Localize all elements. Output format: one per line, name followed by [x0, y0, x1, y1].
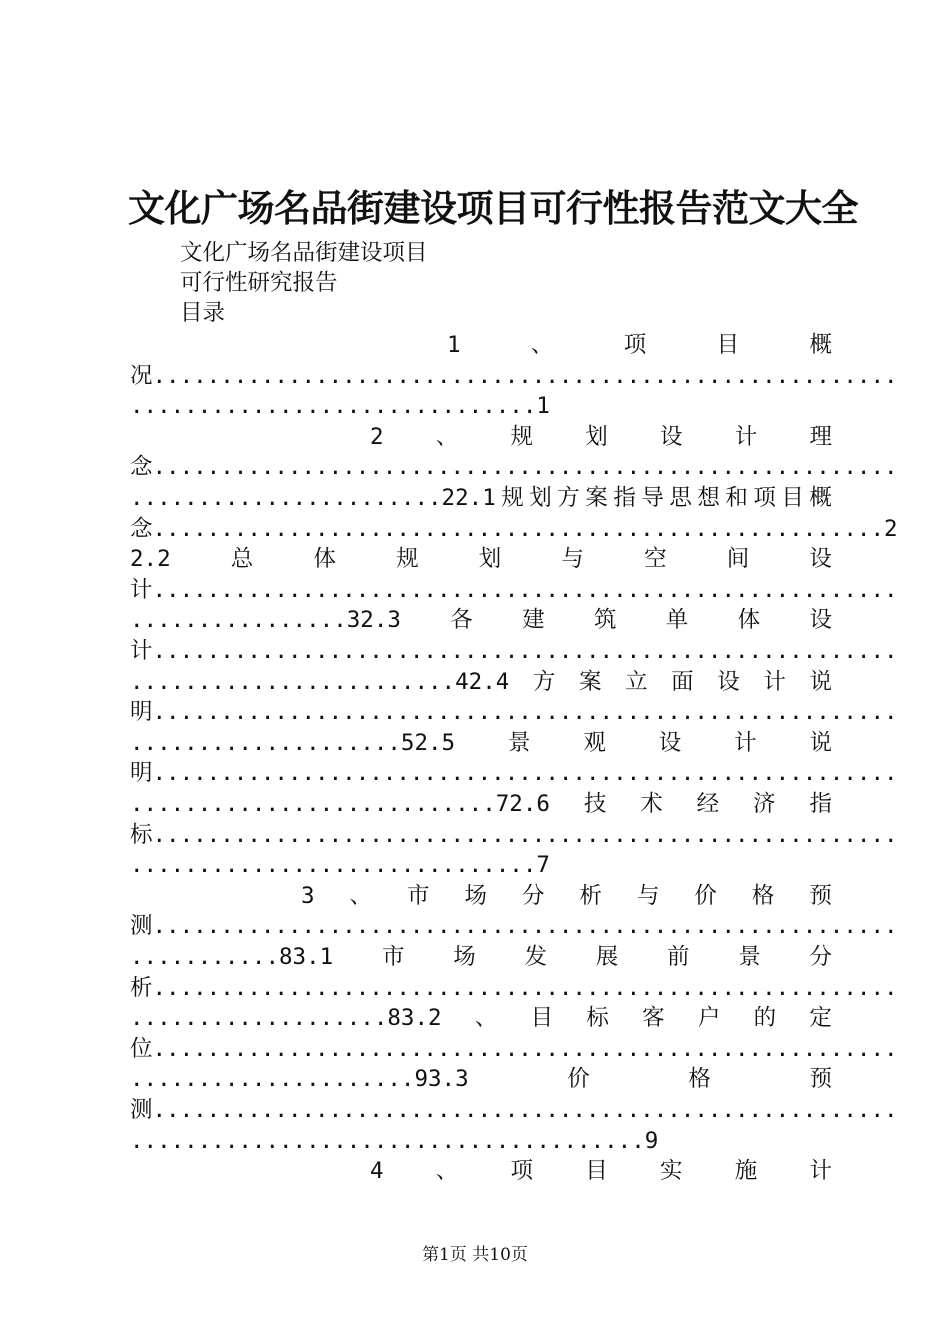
toc-token: 计 — [734, 729, 757, 756]
toc-token: 价 — [694, 882, 717, 909]
toc-line — [130, 789, 832, 819]
toc-token: 建 — [522, 607, 545, 634]
toc-token: ........................42.4 — [130, 668, 510, 695]
toc-token: 案 — [585, 485, 608, 511]
toc-line — [130, 973, 898, 1003]
toc-line — [447, 330, 832, 360]
toc-line — [130, 1126, 832, 1156]
toc-token: 客 — [642, 1005, 665, 1032]
toc-token: 设 — [809, 546, 832, 573]
toc-token: 市 — [381, 944, 405, 970]
toc-token: ................32.3 — [130, 607, 401, 634]
toc-token: 项 — [753, 485, 776, 511]
toc-token: 设 — [809, 607, 832, 634]
toc-token: 价 — [567, 1066, 590, 1093]
toc-line — [130, 1003, 832, 1033]
toc-token: 户 — [697, 1005, 721, 1032]
toc-token: 划 — [478, 546, 502, 573]
toc-token: 展 — [595, 944, 619, 970]
toc-line — [130, 758, 898, 788]
toc-token: 各 — [450, 607, 473, 634]
toc-token: 间 — [726, 546, 750, 573]
toc-token: 理 — [809, 423, 832, 450]
toc-line — [130, 728, 832, 758]
toc-token: 概 — [809, 485, 832, 511]
toc-token: 位....................................................... — [130, 1035, 898, 1062]
toc-token: ..............................7 — [130, 852, 550, 879]
toc-token: 前 — [666, 944, 690, 970]
toc-token: 的 — [753, 1005, 777, 1032]
toc-token: ....................52.5 — [130, 729, 456, 756]
toc-token: 况....................................................... — [130, 362, 898, 389]
toc-line — [130, 911, 898, 941]
toc-token: 目 — [585, 1158, 608, 1185]
toc-token: 空 — [644, 546, 667, 573]
toc-line — [130, 1064, 832, 1094]
toc-token: 4 — [370, 1158, 384, 1185]
intro-line-project: 文化广场名品街建设项目 — [180, 240, 428, 266]
toc-token: 定 — [809, 1005, 832, 1032]
toc-token: 项 — [510, 1158, 534, 1185]
toc-token: 、 — [349, 882, 373, 909]
toc-token: 筑 — [593, 607, 617, 634]
toc-token: 和 — [725, 485, 748, 511]
toc-token: 面 — [671, 668, 694, 695]
toc-token: 案 — [578, 668, 602, 695]
toc-token: 市 — [407, 882, 430, 909]
toc-token: 与 — [561, 546, 584, 573]
toc-token: 念....................................................... — [130, 454, 898, 481]
toc-token: 设 — [658, 729, 682, 756]
toc-token: 、 — [474, 1005, 498, 1032]
toc-line — [130, 514, 898, 544]
toc-token: ...................83.2 — [130, 1005, 442, 1032]
toc-token: 预 — [809, 882, 832, 909]
document-title: 文化广场名品街建设项目可行性报告范文大全 — [128, 186, 858, 230]
toc-line — [130, 697, 898, 727]
toc-token: 与 — [636, 882, 660, 909]
toc-line — [130, 575, 898, 605]
toc-token: 指 — [809, 791, 832, 817]
toc-line — [301, 881, 832, 911]
toc-token: 计 — [809, 1158, 832, 1185]
toc-token: 、 — [435, 1158, 459, 1185]
toc-token: 方 — [557, 485, 580, 511]
toc-line — [370, 1156, 832, 1186]
toc-line — [130, 391, 832, 421]
toc-token: 总 — [230, 546, 254, 573]
toc-token: 说 — [809, 668, 832, 695]
toc-line — [130, 483, 832, 513]
toc-token: 目 — [716, 332, 740, 358]
toc-token: 想 — [697, 485, 720, 511]
toc-token: 施 — [734, 1158, 758, 1185]
toc-token: 测....................................................... — [130, 1097, 898, 1123]
toc-token: 2 — [884, 515, 898, 542]
toc-token: 设 — [717, 668, 740, 695]
toc-token: 实 — [659, 1158, 683, 1185]
toc-token: 分 — [809, 944, 832, 970]
toc-token: 析 — [579, 882, 602, 909]
toc-line — [130, 361, 898, 391]
toc-token: 导 — [641, 485, 664, 511]
toc-token: ...........................72.6 — [130, 791, 550, 817]
toc-line — [130, 605, 832, 635]
toc-token: ......................................9 — [130, 1127, 659, 1154]
toc-token: .......................22.1 — [130, 485, 496, 511]
toc-token: 计....................................................... — [130, 638, 898, 664]
toc-token: 规 — [501, 485, 524, 511]
toc-token: 标....................................................... — [130, 821, 898, 848]
toc-token: 标 — [586, 1005, 609, 1032]
toc-token: 项 — [623, 332, 647, 358]
toc-token: 计....................................................... — [130, 576, 898, 603]
page-footer: 第1页 共10页 — [422, 1245, 528, 1265]
toc-token: 3 — [301, 882, 315, 909]
intro-line-contents: 目录 — [180, 300, 226, 326]
toc-token: 发 — [524, 944, 547, 970]
toc-token: 规 — [396, 546, 419, 573]
toc-token: 划 — [585, 423, 608, 450]
toc-token: 2.2 — [130, 546, 171, 573]
toc-token: .....................93.3 — [130, 1066, 469, 1093]
toc-token: 术 — [640, 791, 663, 817]
toc-line — [130, 820, 898, 850]
toc-line — [130, 452, 898, 482]
toc-token: 单 — [665, 607, 689, 634]
toc-token: 划 — [529, 485, 552, 511]
toc-token: ...........83.1 — [130, 944, 334, 970]
toc-line — [130, 544, 832, 574]
toc-token: 预 — [809, 1066, 832, 1093]
toc-token: 念...................................................... — [130, 515, 884, 542]
toc-token: 规 — [510, 423, 534, 450]
toc-token: 计 — [763, 668, 786, 695]
toc-token: 明....................................................... — [130, 760, 898, 787]
toc-token: 场 — [453, 944, 476, 970]
toc-line — [130, 850, 832, 880]
toc-token: 1 — [447, 332, 461, 358]
toc-token: 格 — [688, 1066, 711, 1093]
toc-token: 概 — [809, 332, 832, 358]
toc-line — [130, 1034, 898, 1064]
toc-token: 分 — [521, 882, 545, 909]
toc-token: 、 — [435, 423, 459, 450]
toc-token: 立 — [625, 668, 648, 695]
toc-token: 明....................................................... — [130, 699, 898, 726]
toc-line — [130, 667, 832, 697]
toc-line — [130, 942, 832, 972]
toc-token: 析....................................................... — [130, 974, 898, 1001]
toc-line — [130, 1095, 898, 1125]
toc-token: 体 — [313, 546, 336, 573]
toc-token: 景 — [507, 729, 531, 756]
toc-token: 测....................................................... — [130, 913, 898, 940]
intro-line-report: 可行性研究报告 — [180, 270, 338, 296]
toc-token: 目 — [781, 485, 804, 511]
toc-token: 景 — [738, 944, 761, 970]
toc-token: 方 — [532, 668, 556, 695]
toc-token: 技 — [583, 791, 607, 817]
toc-token: ..............................1 — [130, 393, 550, 420]
toc-token: 经 — [696, 791, 720, 817]
toc-line — [370, 422, 832, 452]
toc-token: 目 — [530, 1005, 554, 1032]
toc-token: 指 — [613, 485, 636, 511]
toc-line — [130, 636, 898, 666]
toc-token: 2 — [370, 423, 384, 450]
toc-token: 说 — [809, 729, 832, 756]
toc-token: 格 — [751, 882, 775, 909]
toc-token: 、 — [530, 332, 554, 358]
toc-token: 济 — [753, 791, 776, 817]
toc-token: 设 — [659, 423, 683, 450]
toc-token: 观 — [583, 729, 606, 756]
toc-token: 场 — [464, 882, 487, 909]
toc-token: 体 — [737, 607, 761, 634]
toc-token: 思 — [669, 485, 692, 511]
toc-token: 计 — [734, 423, 758, 450]
